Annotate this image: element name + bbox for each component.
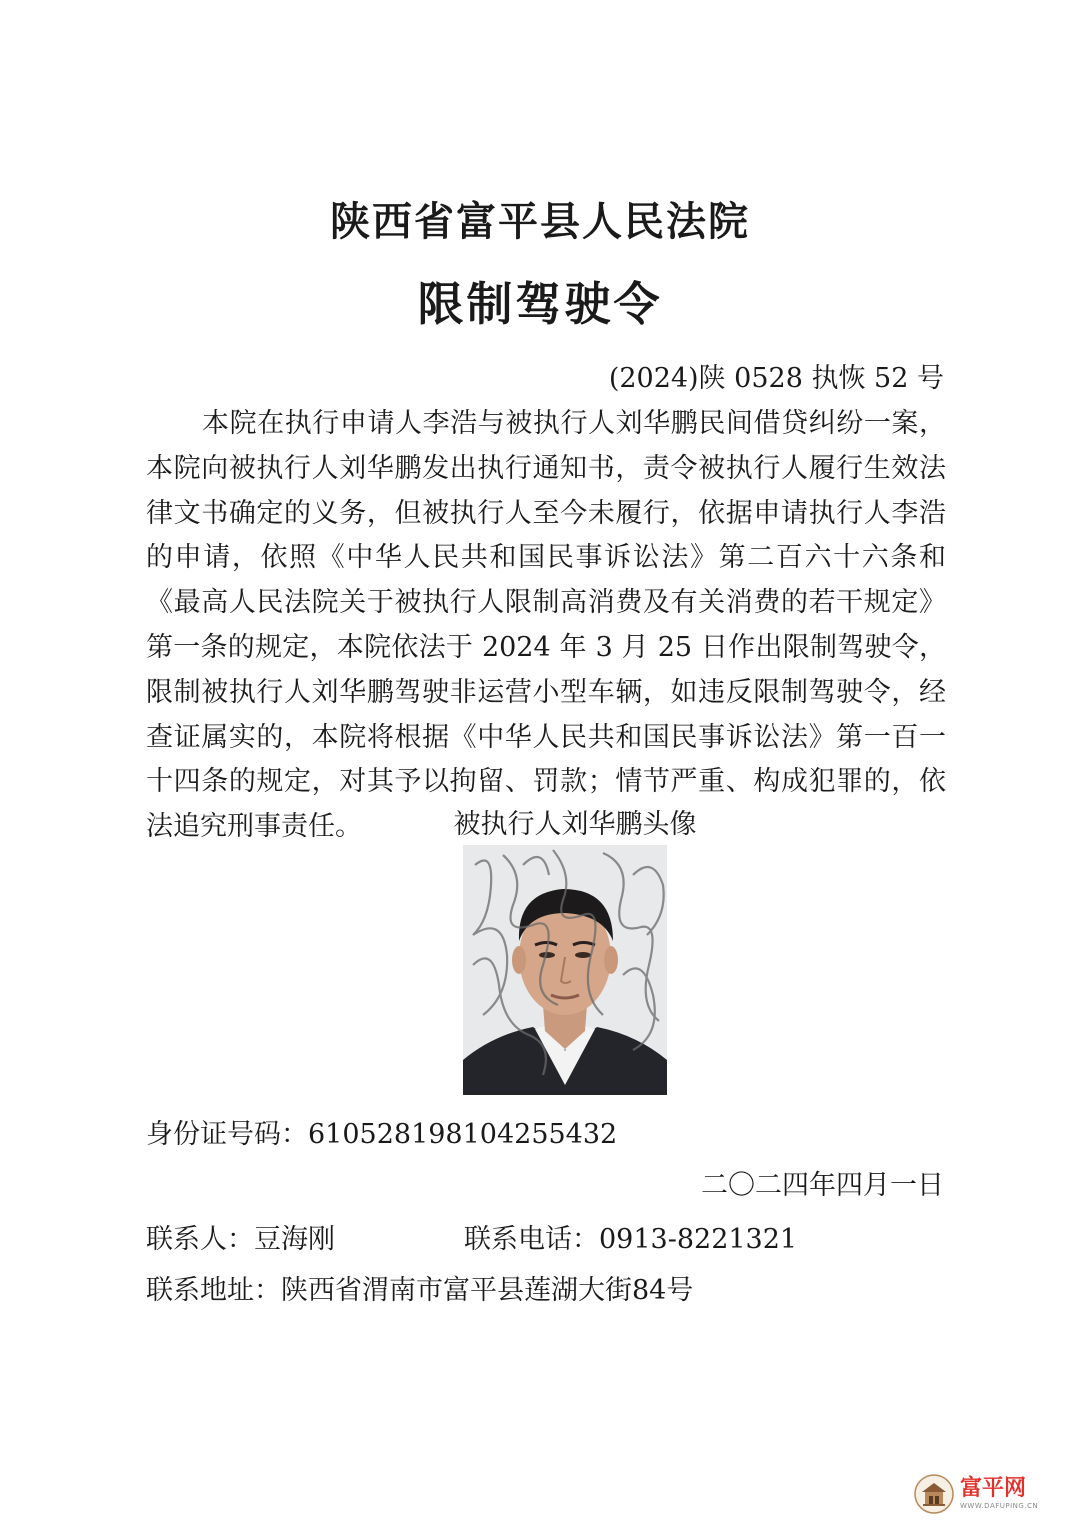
watermark-subtext: WWW.DAFUPING.CN — [960, 1502, 1039, 1510]
portrait-photo — [463, 845, 667, 1095]
document-title: 限制驾驶令 — [417, 277, 663, 331]
court-name: 陕西省富平县人民法院 — [330, 198, 750, 245]
id-number-line: 身份证号码：610528198104255432 — [146, 1119, 618, 1150]
case-number: (2024)陕 0528 执恢 52 号 — [608, 363, 944, 394]
portrait-photo-icon — [463, 845, 667, 1095]
contact-person: 联系人：豆海刚 — [146, 1224, 335, 1255]
issue-date: 二〇二四年四月一日 — [701, 1170, 944, 1201]
contact-phone: 联系电话：0913-8221321 — [464, 1224, 798, 1255]
watermark-text: 富平网 — [960, 1476, 1027, 1501]
contact-address: 联系地址：陕西省渭南市富平县莲湖大街84号 — [146, 1275, 694, 1306]
site-watermark — [914, 1469, 1064, 1519]
building-logo-icon — [914, 1474, 954, 1514]
order-paragraph: 本院在执行申请人李浩与被执行人刘华鹏民间借贷纠纷一案，本院向被执行人刘华鹏发出执行通知书，责令被执行人履行生效法律文书确定的义务，但被执行人至今未履行，依据申请执行人李浩的申请，依照《中华人民共和国民事诉讼法》第二百六十六条和《最高人民法院关于被执行人限制高消费及有关消费的若干规定》第一条的规定，本院依法于 2024 年 3 月 25 日作出限制驾驶令，限制被执行人刘华鹏驾驶非运营小型车辆，如违反限制驾驶令，经查证属实的，本院将根据《中华人民共和国民事诉讼法》第一百一十四条的规定，对其予以拘留、罚款；情节严重、构成犯罪的，依法追究刑事责任。 — [146, 408, 946, 843]
photo-caption: 被执行人刘华鹏头像 — [453, 809, 697, 840]
